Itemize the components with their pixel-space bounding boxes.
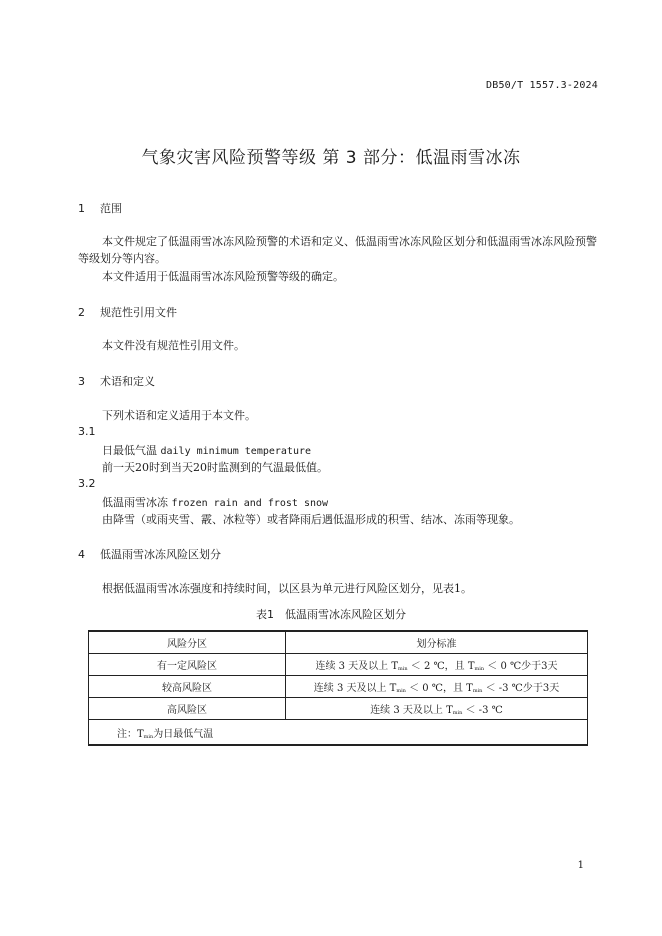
paragraph: 本文件没有规范性引用文件。 — [102, 339, 245, 352]
term-number: 3.1 — [78, 425, 96, 438]
section-number: 1 — [78, 202, 85, 215]
term-en: frozen rain and frost snow — [171, 498, 329, 509]
table-header-row — [89, 631, 588, 654]
criteria-cell: 连续 3 天及以上 $T_{min} < -3$ ℃ — [286, 698, 588, 720]
section-2-heading — [78, 304, 177, 320]
page-number: 1 — [577, 860, 584, 871]
term-definition: 前一天20时到当天20时监测到的气温最低值。 — [102, 461, 328, 474]
term-definition: 由降雪（或雨夹雪、霰、冰粒等）或者降雨后遇低温形成的积雪、结冰、冻雨等现象。 — [102, 513, 520, 526]
section-title: 低温雨雪冰冻风险区划分 — [100, 548, 221, 561]
table-row — [89, 654, 588, 676]
zone-cell: 高风险区 — [89, 698, 286, 720]
section-title: 范围 — [100, 202, 122, 215]
section-title: 术语和定义 — [100, 375, 155, 388]
paragraph: 本文件规定了低温雨雪冰冻风险预警的术语和定义、低温雨雪冰冻风险区划分和低温雨雪冰冻风险预警等级划分等内容。 — [78, 235, 597, 265]
section-number: 3 — [78, 375, 85, 388]
term-en: daily minimum temperature — [160, 446, 312, 457]
zone-cell: 有一定风险区 — [89, 654, 286, 676]
criteria-cell: 连续 3 天及以上 $T_{min} < 2$ ℃，且 $T_{min} < 0$ ℃少于3天 — [286, 654, 588, 676]
paragraph: 根据低温雨雪冰冻强度和持续时间，以区县为单元进行风险区划分，见表1。 — [102, 582, 472, 595]
zone-cell: 较高风险区 — [89, 676, 286, 698]
document-title: 气象灾害风险预警等级 第 3 部分：低温雨雪冰冻 — [141, 148, 521, 168]
criteria-cell: 连续 3 天及以上 $T_{min} < 0$ ℃，且 $T_{min} < -3$ ℃少于3天 — [286, 676, 588, 698]
term-name — [102, 494, 328, 510]
section-number: 4 — [78, 548, 85, 561]
term-zh: 日最低气温 — [102, 444, 157, 457]
table-row — [89, 676, 588, 698]
term-number: 3.2 — [78, 477, 96, 490]
term-zh: 低温雨雪冰冻 — [102, 496, 168, 509]
table-row — [89, 698, 588, 720]
standard-code: DB50/T 1557.3-2024 — [486, 80, 598, 91]
section-3-heading — [78, 373, 155, 389]
paragraph: 下列术语和定义适用于本文件。 — [102, 409, 256, 422]
section-title: 规范性引用文件 — [100, 306, 177, 319]
column-header: 划分标准 — [286, 631, 588, 654]
section-1-heading — [78, 200, 122, 216]
table-note: 注：$T_{min}$为日最低气温 — [89, 720, 588, 746]
table-caption: 表1 低温雨雪冰冻风险区划分 — [256, 608, 406, 621]
term-name — [102, 442, 311, 458]
risk-zone-table — [88, 630, 588, 746]
section-number: 2 — [78, 306, 85, 319]
column-header: 风险分区 — [89, 631, 286, 654]
paragraph: 本文件适用于低温雨雪冰冻风险预警等级的确定。 — [102, 270, 344, 283]
section-4-heading — [78, 546, 221, 562]
table-note-row — [89, 720, 588, 746]
